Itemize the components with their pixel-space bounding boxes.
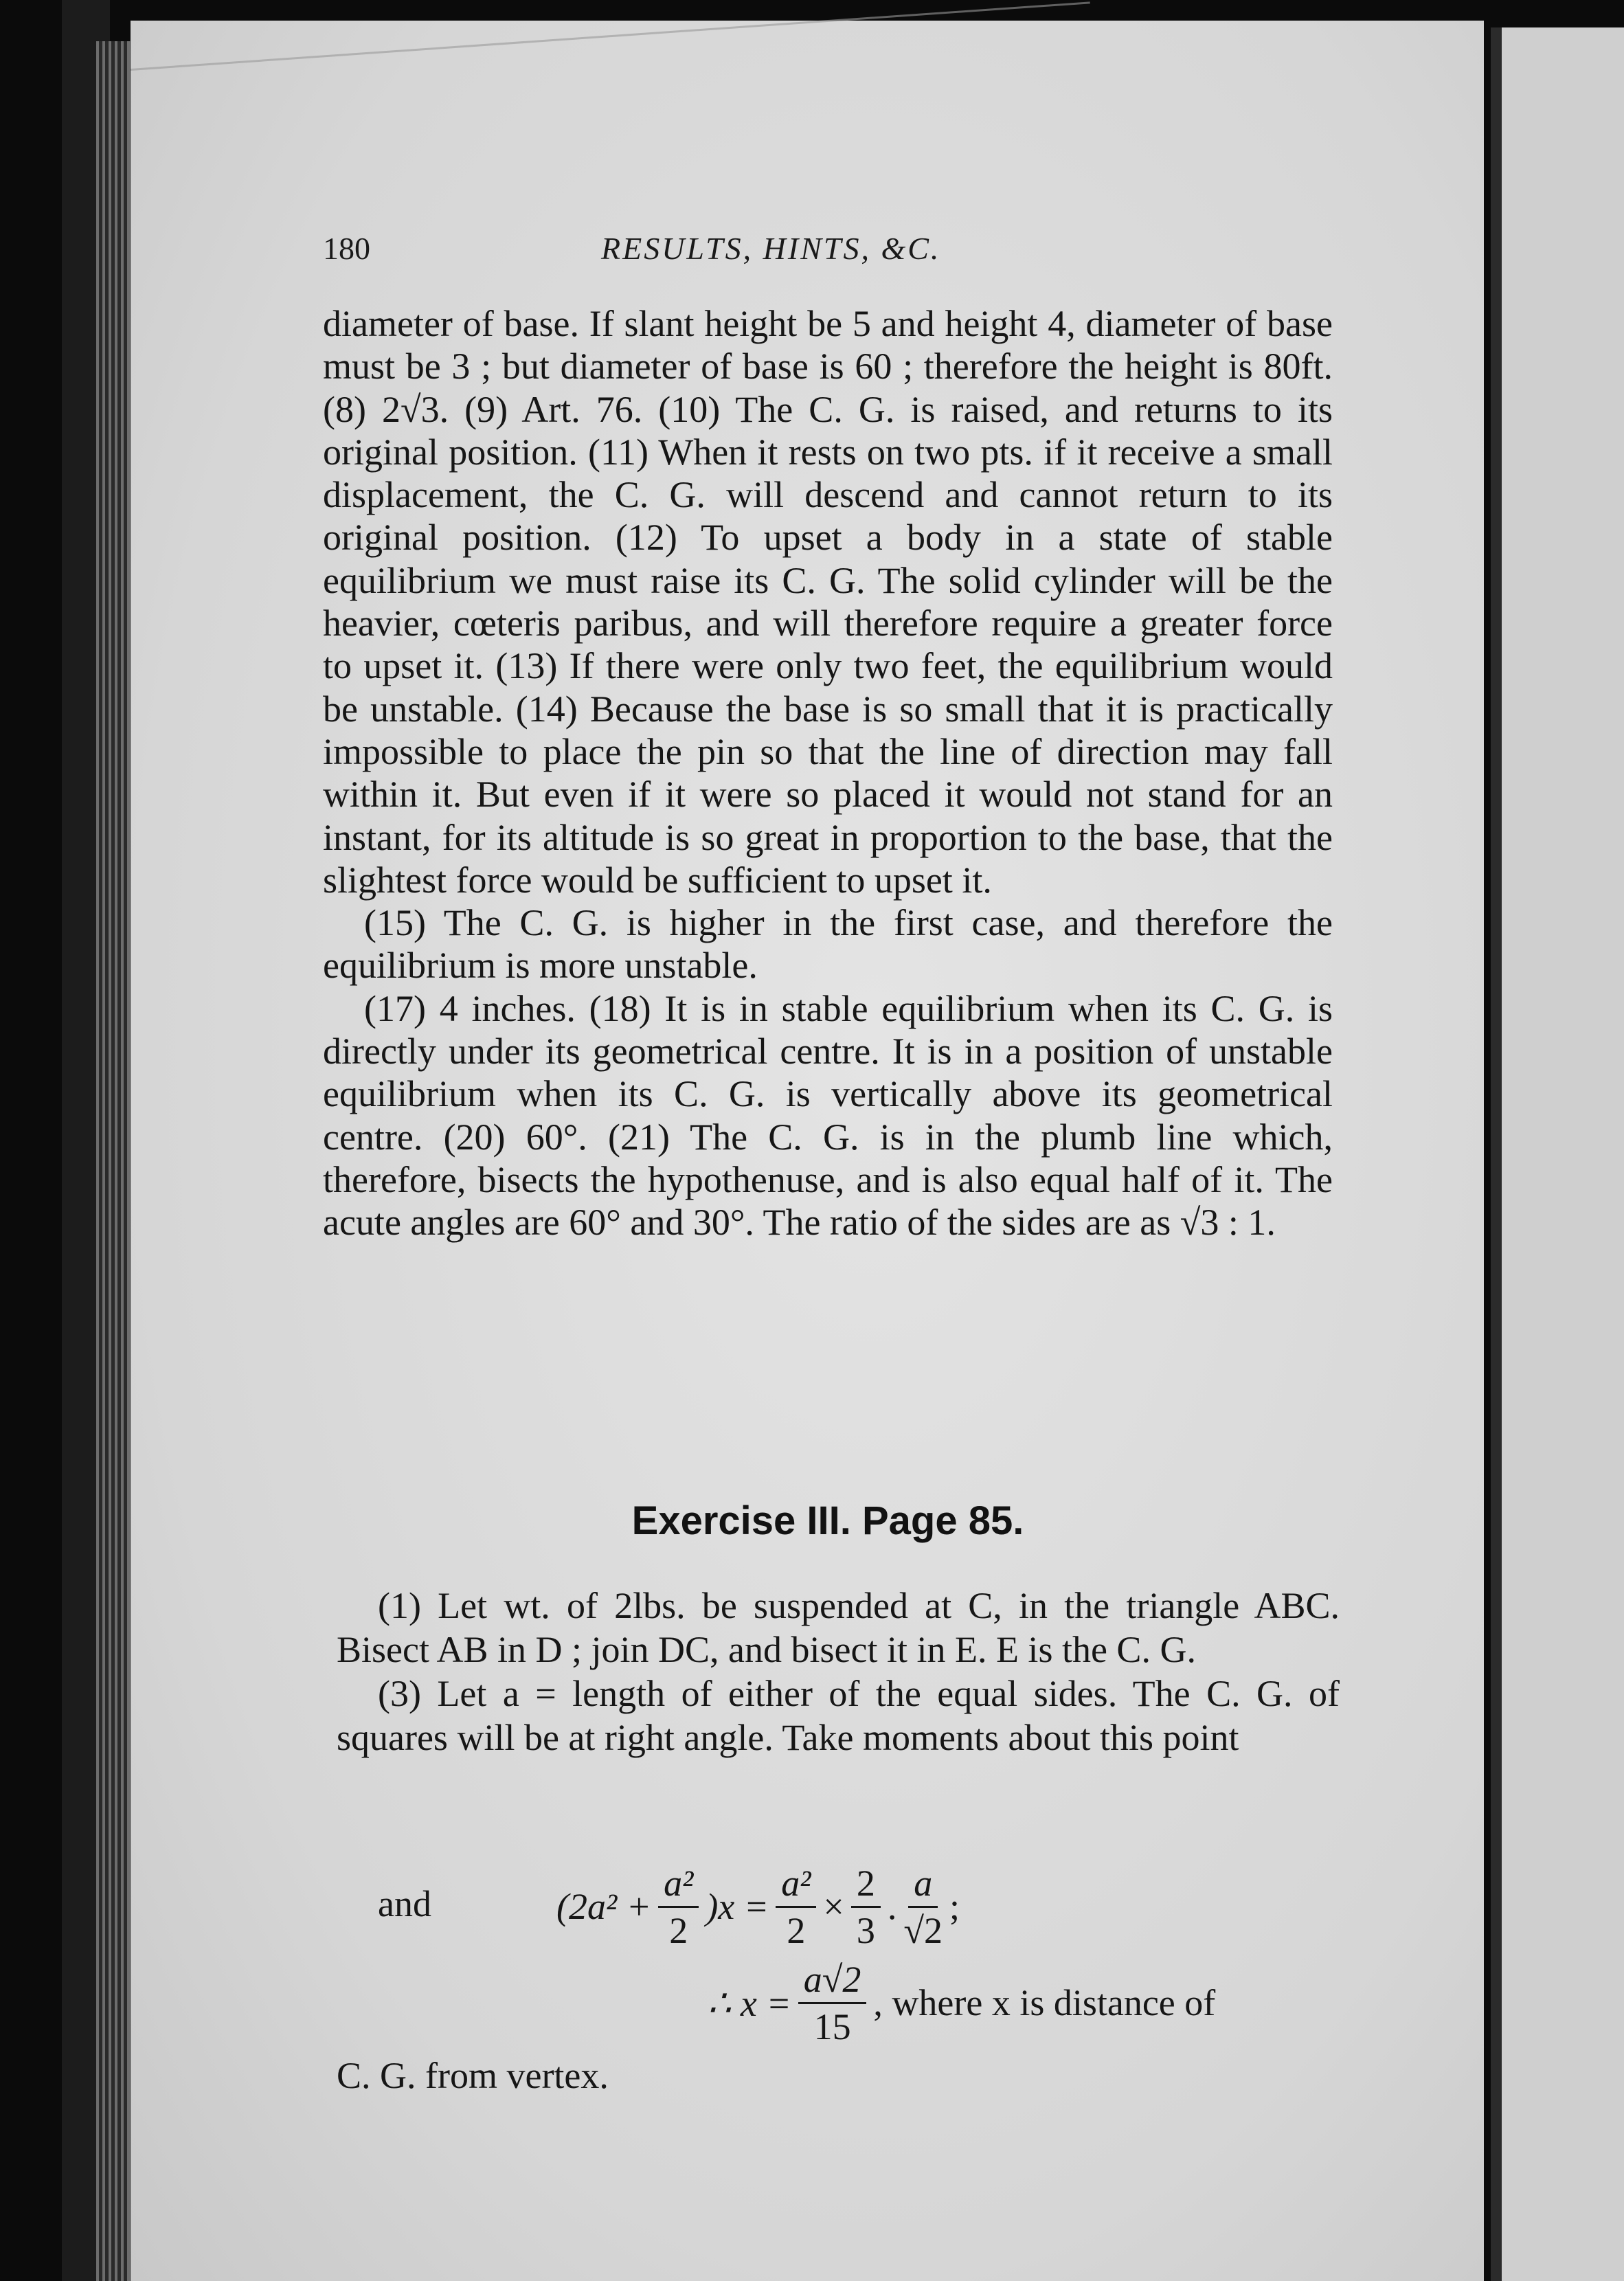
- equation-and: and: [378, 1883, 431, 1924]
- moment-equation: [378, 1845, 1408, 1968]
- page-number: 180: [323, 231, 370, 266]
- running-title: RESULTS, HINTS, &C.: [601, 231, 941, 266]
- result-suffix: , where x is distance of: [873, 1982, 1216, 2023]
- paragraph: (17) 4 inches. (18) It is in stable equilibrium when its C. G. is directly under its geometrical centre. It is in a position of unstable equilibrium when its C. G. is vertically above its geometrical centre. (20) 60°. (21) The C. G. is in the plumb line which, therefore, bisects the hypothenuse, and is also equal half of it. The acute angles are 60° and 30°. The ratio of the sides are as √3 : 1.: [323, 987, 1333, 1244]
- fraction-num: 2: [851, 1861, 881, 1908]
- fraction-den: 15: [813, 2005, 851, 2047]
- fraction-den: 2: [787, 1909, 806, 1951]
- paragraph: diameter of base. If slant height be 5 and height 4, diameter of base must be 3 ; but diameter of base is 60 ; therefore the height is 80ft. (8) 2√3. (9) Art. 76. (10) The C. G. is raised, and returns to its original position. (11) When it rests on two pts. if it receive a small displacement, the C. G. will descend and cannot return to its original position. (12) To upset a body in a state of stable equilibrium we must raise its C. G. The solid cylinder will be the heavier, cœteris paribus, and will therefore require a greater force to upset it. (13) If there were only two feet, the equilibrium would be unstable. (14) Because the base is so small that it is practically impossible to place the pin so that the line of direction may fall within it. But even if it were so placed it would not stand for an instant, for its altitude is so great in proportion to the base, that the slightest force would be sufficient to upset it.: [323, 303, 1333, 901]
- equation-lhs-close: )x =: [706, 1886, 769, 1927]
- paragraph: (1) Let wt. of 2lbs. be suspended at C, in the triangle ABC. Bisect AB in D ; join DC, and bisect it in E. E is the C. G.: [337, 1585, 1340, 1670]
- paragraph: (3) Let a = length of either of the equal sides. The C. G. of squares will be at right angle. Take moments about this point: [337, 1673, 1340, 1758]
- fraction-num: a²: [658, 1861, 699, 1908]
- equation: [556, 1845, 960, 1968]
- fraction-num: a√2: [798, 1957, 867, 2004]
- fraction: [658, 1861, 699, 1953]
- fraction: [851, 1861, 881, 1953]
- closing-line: C. G. from vertex.: [337, 2055, 609, 2096]
- fraction-num: a²: [776, 1861, 816, 1908]
- exercise-text: [337, 1584, 1340, 1760]
- fraction: [776, 1861, 816, 1953]
- equation-end: ;: [949, 1886, 960, 1927]
- running-head: [323, 230, 1072, 271]
- times-sign: ×: [823, 1886, 844, 1927]
- result-prefix: ∴ x =: [708, 1982, 791, 2024]
- fraction-den: 3: [856, 1909, 875, 1951]
- equation-lhs-open: (2a² +: [556, 1886, 652, 1927]
- fraction-num: a: [908, 1861, 938, 1908]
- paragraph: (15) The C. G. is higher in the first case, and therefore the equilibrium is more unstable.: [323, 902, 1333, 987]
- result-equation: [708, 1951, 1395, 2054]
- fraction-den: √2: [903, 1909, 943, 1951]
- section-heading: Exercise III. Page 85.: [631, 1498, 1024, 1543]
- fraction: [903, 1861, 943, 1953]
- adjacent-page: [1491, 27, 1624, 2281]
- page-crease: [131, 1, 1094, 125]
- fraction-den: 2: [669, 1909, 688, 1951]
- results-text: [323, 302, 1333, 1244]
- fraction: [798, 1957, 867, 2049]
- dot-sign: .: [887, 1886, 897, 1927]
